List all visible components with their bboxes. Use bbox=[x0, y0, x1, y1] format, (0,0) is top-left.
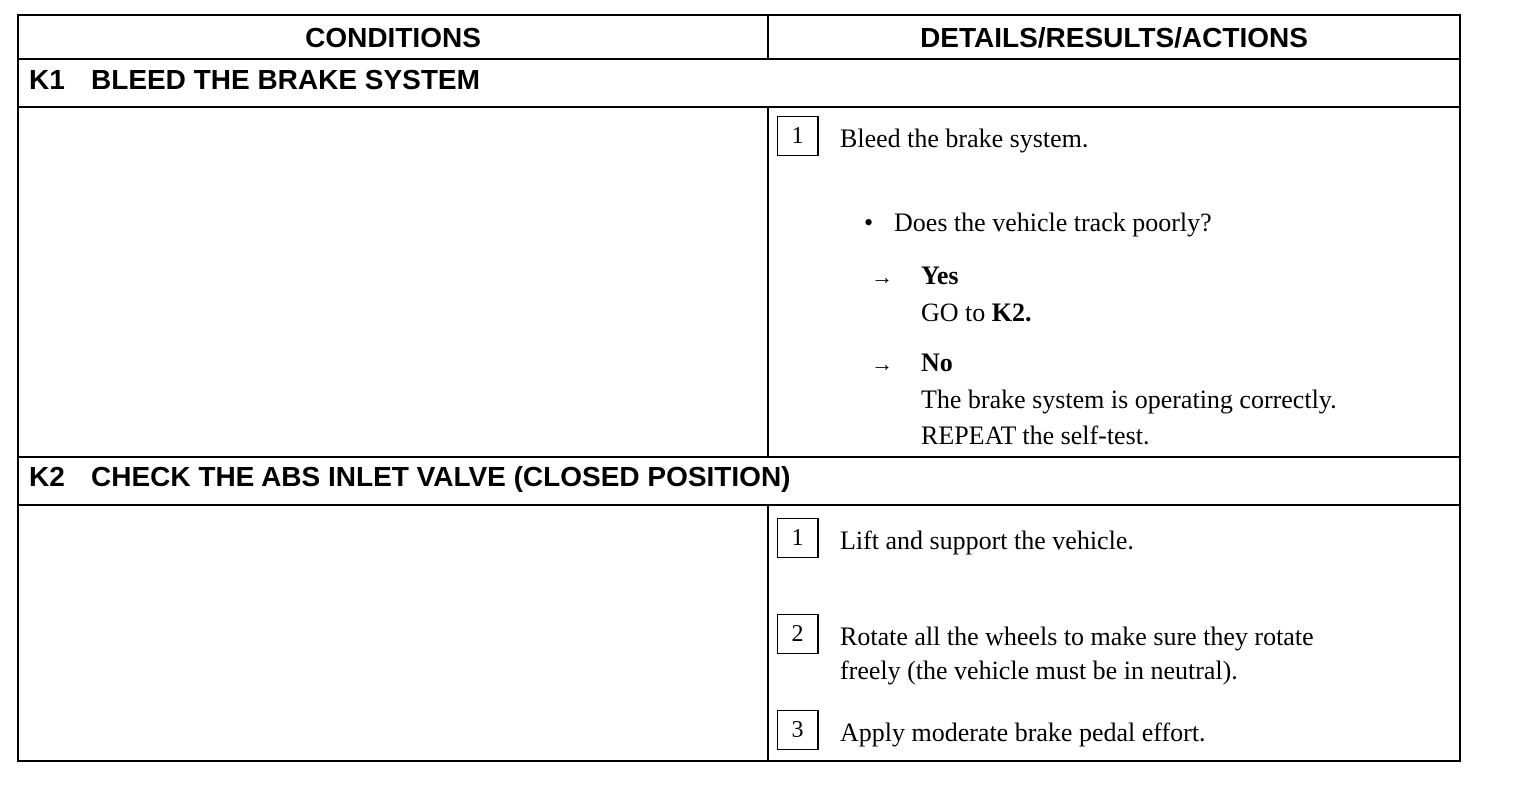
goto-target: K2. bbox=[991, 298, 1032, 327]
step-text: Bleed the brake system. bbox=[840, 124, 1089, 153]
step-number-box: 2 bbox=[777, 614, 819, 654]
result-body bbox=[871, 295, 1032, 331]
arrow-right-icon: → bbox=[871, 351, 893, 376]
question-text: Does the vehicle track poorly? bbox=[894, 208, 1212, 237]
k1-column-divider bbox=[767, 108, 769, 458]
arrow-right-icon: → bbox=[871, 264, 893, 289]
diagnostic-table bbox=[17, 14, 1461, 762]
step-text: Lift and support the vehicle. bbox=[840, 526, 1134, 555]
step-text: Apply moderate brake pedal effort. bbox=[840, 718, 1206, 747]
k1-result-no bbox=[871, 345, 1337, 454]
k1-end-divider bbox=[19, 456, 1459, 458]
k2-section-title bbox=[29, 461, 791, 493]
k1-title-divider bbox=[19, 106, 1459, 108]
k2-title-divider bbox=[19, 504, 1459, 506]
step-number-box: 3 bbox=[777, 710, 819, 750]
step-number-box: 1 bbox=[777, 518, 819, 558]
bullet-icon: • bbox=[864, 208, 874, 237]
step-text bbox=[840, 620, 1314, 688]
k1-question bbox=[864, 208, 1212, 238]
details-header: DETAILS/RESULTS/ACTIONS bbox=[920, 22, 1308, 53]
k2-title: CHECK THE ABS INLET VALVE (CLOSED POSITION) bbox=[91, 461, 791, 492]
step-number-box: 1 bbox=[777, 116, 819, 156]
conditions-header: CONDITIONS bbox=[305, 22, 481, 53]
step-text-line-1: Rotate all the wheels to make sure they rotate bbox=[840, 622, 1314, 651]
result-line-2: REPEAT the self-test. bbox=[921, 421, 1150, 450]
result-line-1: The brake system is operating correctly. bbox=[921, 385, 1337, 414]
result-text: GO to bbox=[921, 298, 992, 327]
k1-result-yes bbox=[871, 258, 1032, 331]
k2-id: K2 bbox=[29, 461, 65, 492]
k1-id: K1 bbox=[29, 64, 65, 95]
result-label: No bbox=[921, 348, 953, 377]
step-text-line-2: freely (the vehicle must be in neutral). bbox=[840, 656, 1238, 685]
k2-column-divider bbox=[767, 506, 769, 762]
result-label: Yes bbox=[921, 261, 959, 290]
k1-title: BLEED THE BRAKE SYSTEM bbox=[91, 64, 480, 95]
k1-section-title bbox=[29, 64, 480, 96]
